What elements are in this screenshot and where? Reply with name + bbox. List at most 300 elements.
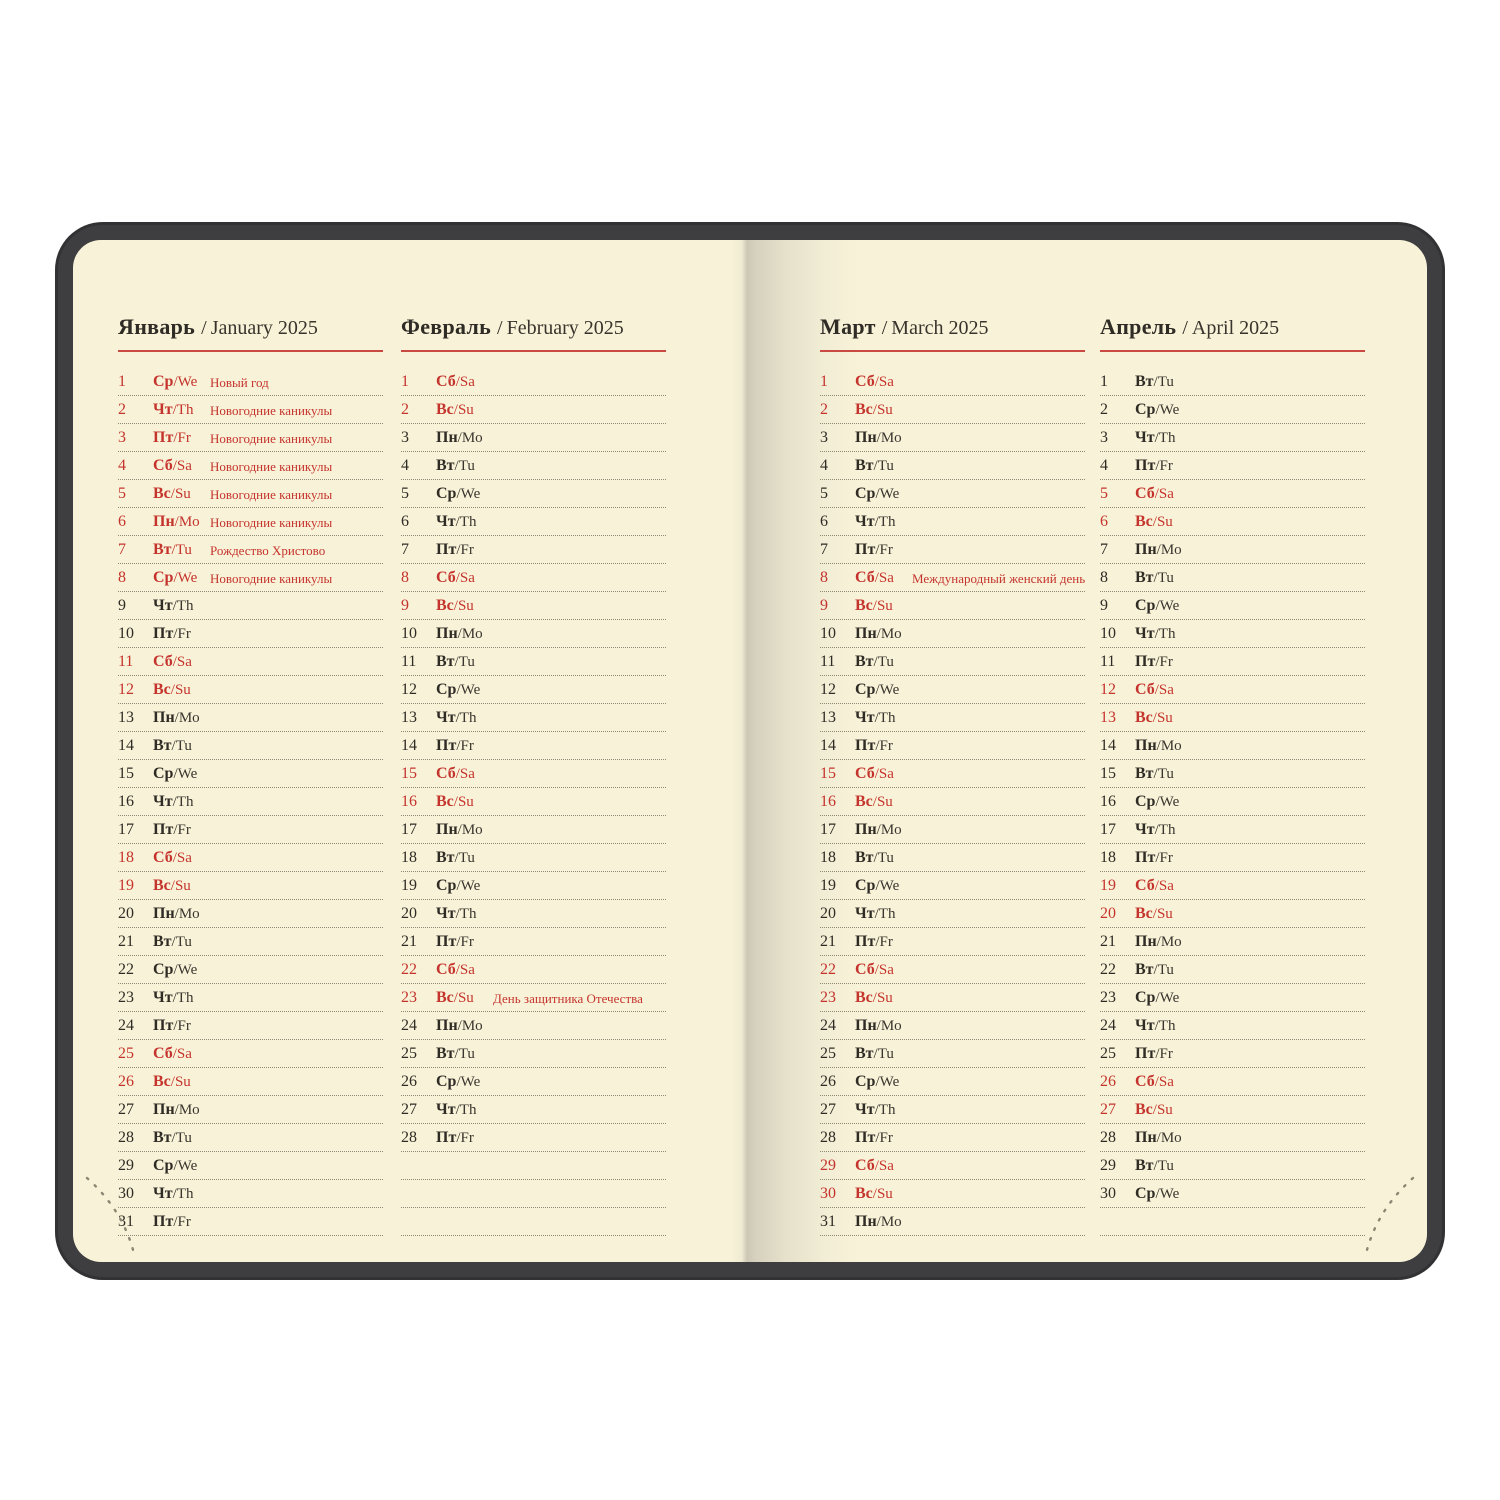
day-row: [820, 1124, 1085, 1152]
holiday-note: [1192, 1193, 1365, 1195]
day-row: [401, 844, 666, 872]
day-row: [118, 872, 383, 900]
day-row: [118, 732, 383, 760]
day-row: [820, 1068, 1085, 1096]
day-weekday: Сб/Sa: [153, 1045, 192, 1062]
planner-cover: [55, 222, 1445, 1280]
day-number: 29: [118, 1157, 134, 1174]
holiday-note: [912, 997, 1085, 999]
day-weekday: Ср/We: [855, 681, 900, 698]
day-row: [118, 900, 383, 928]
day-row: [401, 760, 666, 788]
day-number: 2: [118, 401, 126, 418]
day-weekday: Пт/Fr: [153, 1213, 191, 1230]
day-number: 13: [1100, 709, 1116, 726]
day-number: 23: [820, 989, 836, 1006]
day-weekday: Вс/Su: [436, 401, 474, 418]
day-row: [1100, 452, 1365, 480]
day-row: [401, 704, 666, 732]
day-weekday: Вт/Tu: [436, 653, 475, 670]
day-number: 20: [820, 905, 836, 922]
day-row: [820, 508, 1085, 536]
month-title-ru: Апрель: [1100, 314, 1177, 339]
day-number: 16: [820, 793, 836, 810]
holiday-note: [493, 1109, 666, 1111]
day-weekday: Ср/We: [436, 877, 481, 894]
day-weekday: Вс/Su: [436, 793, 474, 810]
day-row: [1100, 1012, 1365, 1040]
holiday-note: [493, 969, 666, 971]
holiday-note: [912, 913, 1085, 915]
day-weekday: Пн/Mo: [1135, 737, 1182, 754]
holiday-note: [912, 717, 1085, 719]
day-row: [820, 900, 1085, 928]
holiday-note: [493, 857, 666, 859]
day-row: [1100, 648, 1365, 676]
holiday-note: [1192, 801, 1365, 803]
day-number: 3: [1100, 429, 1108, 446]
holiday-note: [493, 801, 666, 803]
month-header: [118, 314, 383, 352]
day-number: 13: [820, 709, 836, 726]
day-number: 5: [820, 485, 828, 502]
day-row: [820, 480, 1085, 508]
day-number: 7: [401, 541, 409, 558]
day-weekday: Пн/Mo: [436, 1017, 483, 1034]
day-number: 24: [118, 1017, 134, 1034]
holiday-note: [912, 801, 1085, 803]
holiday-note: [1192, 661, 1365, 663]
day-number: 15: [118, 765, 134, 782]
day-weekday: Чт/Th: [1135, 429, 1176, 446]
day-number: 25: [820, 1045, 836, 1062]
holiday-note: [912, 941, 1085, 943]
day-number: 15: [1100, 765, 1116, 782]
day-weekday: Чт/Th: [153, 1185, 194, 1202]
day-row: [118, 844, 383, 872]
holiday-note: [1192, 997, 1365, 999]
holiday-note: [1192, 1053, 1365, 1055]
day-number: 18: [820, 849, 836, 866]
holiday-note: [912, 661, 1085, 663]
day-number: 20: [401, 905, 417, 922]
holiday-note: [210, 717, 383, 719]
day-number: 8: [1100, 569, 1108, 586]
holiday-note: [493, 745, 666, 747]
day-row: [118, 424, 383, 452]
day-row: [118, 1124, 383, 1152]
day-weekday: Сб/Sa: [436, 569, 475, 586]
day-weekday: Вс/Su: [855, 1185, 893, 1202]
day-row: [401, 536, 666, 564]
day-number: 26: [401, 1073, 417, 1090]
day-weekday: Вт/Tu: [855, 849, 894, 866]
day-row: [1100, 704, 1365, 732]
day-row: [1100, 956, 1365, 984]
day-number: 27: [820, 1101, 836, 1118]
holiday-note: [912, 493, 1085, 495]
day-weekday: Ср/We: [153, 569, 198, 586]
day-number: 18: [401, 849, 417, 866]
day-row: [1100, 844, 1365, 872]
holiday-note: [912, 689, 1085, 691]
holiday-note: [493, 381, 666, 383]
holiday-note: [1192, 885, 1365, 887]
day-weekday: Чт/Th: [153, 401, 194, 418]
day-weekday: Вс/Su: [855, 597, 893, 614]
day-number: 11: [401, 653, 417, 670]
day-weekday: Вт/Tu: [1135, 373, 1174, 390]
holiday-note: [210, 1165, 383, 1167]
holiday-note: [210, 745, 383, 747]
day-number: 8: [820, 569, 828, 586]
month-column-january: [118, 314, 383, 1236]
holiday-note: День защитника Отечества: [493, 990, 643, 1006]
holiday-note: [912, 1053, 1085, 1055]
holiday-note: [1192, 577, 1365, 579]
day-weekday: Чт/Th: [436, 513, 477, 530]
day-weekday: Вс/Su: [855, 989, 893, 1006]
day-row: [401, 732, 666, 760]
day-weekday: Чт/Th: [153, 989, 194, 1006]
day-row: [401, 872, 666, 900]
day-weekday: Вт/Tu: [855, 1045, 894, 1062]
day-row: [820, 872, 1085, 900]
day-weekday: Пн/Mo: [855, 429, 902, 446]
day-row: [401, 816, 666, 844]
day-number: 26: [1100, 1073, 1116, 1090]
day-row: [1100, 1096, 1365, 1124]
holiday-note: [210, 885, 383, 887]
day-weekday: Ср/We: [1135, 1185, 1180, 1202]
day-weekday: Вт/Tu: [1135, 765, 1174, 782]
day-weekday: Вс/Su: [1135, 905, 1173, 922]
day-weekday: Вт/Tu: [436, 457, 475, 474]
day-row: [1100, 760, 1365, 788]
day-row: [1100, 536, 1365, 564]
day-number: 1: [118, 373, 126, 390]
empty-row: [401, 1208, 666, 1236]
holiday-note: [493, 633, 666, 635]
holiday-note: [1192, 549, 1365, 551]
month-column-april: [1100, 314, 1365, 1236]
day-weekday: Вт/Tu: [153, 1129, 192, 1146]
holiday-note: Новогодние каникулы: [210, 486, 333, 502]
month-header: [1100, 314, 1365, 352]
day-number: 3: [820, 429, 828, 446]
day-weekday: Пн/Mo: [153, 513, 200, 530]
holiday-note: Международный женский день: [912, 570, 1085, 586]
day-row: [820, 984, 1085, 1012]
day-weekday: Сб/Sa: [855, 569, 894, 586]
day-row: [820, 928, 1085, 956]
day-row: [1100, 1180, 1365, 1208]
empty-row: [401, 1152, 666, 1180]
holiday-note: [210, 913, 383, 915]
day-weekday: Пт/Fr: [1135, 653, 1173, 670]
day-weekday: Вт/Tu: [855, 653, 894, 670]
day-row: [401, 452, 666, 480]
day-row: [118, 508, 383, 536]
day-row: [820, 592, 1085, 620]
day-row: [118, 1180, 383, 1208]
day-number: 6: [1100, 513, 1108, 530]
month-title-en: February 2025: [506, 317, 624, 339]
day-number: 12: [1100, 681, 1116, 698]
holiday-note: [493, 437, 666, 439]
day-number: 5: [118, 485, 126, 502]
holiday-note: Новый год: [210, 374, 269, 390]
holiday-note: [912, 437, 1085, 439]
holiday-note: [210, 1025, 383, 1027]
day-number: 9: [401, 597, 409, 614]
day-row: [118, 676, 383, 704]
day-row: [820, 844, 1085, 872]
open-pages-spread: [73, 240, 1427, 1262]
day-number: 25: [1100, 1045, 1116, 1062]
day-row: [401, 480, 666, 508]
day-weekday: Сб/Sa: [153, 653, 192, 670]
day-row: [1100, 1068, 1365, 1096]
day-number: 6: [401, 513, 409, 530]
day-row: [820, 1152, 1085, 1180]
day-row: [118, 1068, 383, 1096]
day-row: [118, 928, 383, 956]
day-number: 9: [1100, 597, 1108, 614]
month-column-february: [401, 314, 666, 1236]
day-number: 8: [118, 569, 126, 586]
day-number: 17: [1100, 821, 1116, 838]
day-weekday: Сб/Sa: [1135, 1073, 1174, 1090]
day-weekday: Сб/Sa: [855, 765, 894, 782]
day-weekday: Ср/We: [1135, 597, 1180, 614]
day-weekday: Вт/Tu: [1135, 961, 1174, 978]
day-row: [118, 1152, 383, 1180]
day-weekday: Пт/Fr: [855, 541, 893, 558]
holiday-note: [210, 829, 383, 831]
day-number: 5: [401, 485, 409, 502]
day-weekday: Чт/Th: [153, 793, 194, 810]
day-weekday: Вс/Su: [1135, 513, 1173, 530]
holiday-note: [912, 1025, 1085, 1027]
day-number: 30: [118, 1185, 134, 1202]
holiday-note: [1192, 605, 1365, 607]
day-row: [1100, 1124, 1365, 1152]
day-number: 25: [401, 1045, 417, 1062]
day-weekday: Чт/Th: [1135, 1017, 1176, 1034]
holiday-note: [1192, 1081, 1365, 1083]
day-weekday: Пт/Fr: [153, 429, 191, 446]
holiday-note: [1192, 829, 1365, 831]
day-weekday: Пт/Fr: [153, 625, 191, 642]
day-number: 3: [118, 429, 126, 446]
day-weekday: Ср/We: [855, 1073, 900, 1090]
day-number: 6: [118, 513, 126, 530]
holiday-note: [210, 1109, 383, 1111]
holiday-note: Новогодние каникулы: [210, 402, 333, 418]
holiday-note: [210, 633, 383, 635]
day-number: 13: [118, 709, 134, 726]
day-number: 22: [1100, 961, 1116, 978]
day-number: 3: [401, 429, 409, 446]
holiday-note: [912, 521, 1085, 523]
holiday-note: [493, 1025, 666, 1027]
day-number: 9: [118, 597, 126, 614]
day-number: 19: [1100, 877, 1116, 894]
day-row: [820, 536, 1085, 564]
day-weekday: Вс/Su: [1135, 709, 1173, 726]
day-number: 16: [118, 793, 134, 810]
day-row: [1100, 872, 1365, 900]
day-number: 14: [1100, 737, 1116, 754]
holiday-note: [912, 885, 1085, 887]
day-number: 11: [118, 653, 134, 670]
holiday-note: Новогодние каникулы: [210, 514, 333, 530]
month-day-list: [401, 368, 666, 1236]
day-row: [401, 676, 666, 704]
holiday-note: [1192, 493, 1365, 495]
day-row: [820, 452, 1085, 480]
day-number: 29: [820, 1157, 836, 1174]
holiday-note: [1192, 1025, 1365, 1027]
day-row: [820, 1180, 1085, 1208]
day-row: [118, 984, 383, 1012]
day-number: 28: [401, 1129, 417, 1146]
day-row: [1100, 564, 1365, 592]
holiday-note: [1192, 633, 1365, 635]
day-weekday: Пт/Fr: [855, 933, 893, 950]
holiday-note: [1192, 381, 1365, 383]
day-number: 10: [401, 625, 417, 642]
day-weekday: Сб/Sa: [1135, 877, 1174, 894]
holiday-note: [493, 717, 666, 719]
holiday-note: [493, 773, 666, 775]
day-row: [1100, 424, 1365, 452]
day-row: [118, 956, 383, 984]
day-weekday: Пн/Mo: [855, 625, 902, 642]
day-number: 30: [820, 1185, 836, 1202]
holiday-note: [912, 1221, 1085, 1223]
day-number: 28: [118, 1129, 134, 1146]
day-number: 18: [1100, 849, 1116, 866]
day-number: 16: [401, 793, 417, 810]
day-number: 26: [118, 1073, 134, 1090]
day-number: 13: [401, 709, 417, 726]
day-row: [820, 1040, 1085, 1068]
day-number: 30: [1100, 1185, 1116, 1202]
holiday-note: Новогодние каникулы: [210, 458, 333, 474]
day-row: [401, 1040, 666, 1068]
day-number: 21: [118, 933, 134, 950]
day-row: [820, 816, 1085, 844]
day-weekday: Сб/Sa: [855, 961, 894, 978]
day-weekday: Сб/Sa: [436, 961, 475, 978]
day-number: 20: [118, 905, 134, 922]
holiday-note: [210, 689, 383, 691]
day-weekday: Чт/Th: [436, 1101, 477, 1118]
day-row: [820, 396, 1085, 424]
day-weekday: Вс/Su: [153, 681, 191, 698]
day-row: [118, 816, 383, 844]
month-title-en: January 2025: [210, 317, 318, 339]
day-row: [401, 984, 666, 1012]
day-row: [401, 788, 666, 816]
day-number: 14: [401, 737, 417, 754]
day-weekday: Пн/Mo: [436, 625, 483, 642]
holiday-note: [912, 409, 1085, 411]
day-row: [118, 564, 383, 592]
day-weekday: Пн/Mo: [855, 821, 902, 838]
day-number: 31: [118, 1213, 134, 1230]
holiday-note: [912, 745, 1085, 747]
day-row: [820, 956, 1085, 984]
day-weekday: Чт/Th: [855, 905, 896, 922]
day-weekday: Пн/Mo: [153, 905, 200, 922]
day-number: 21: [820, 933, 836, 950]
day-weekday: Чт/Th: [436, 905, 477, 922]
holiday-note: [493, 465, 666, 467]
day-number: 31: [820, 1213, 836, 1230]
holiday-note: [210, 605, 383, 607]
holiday-note: [210, 1193, 383, 1195]
holiday-note: [210, 1053, 383, 1055]
day-number: 14: [118, 737, 134, 754]
holiday-note: [912, 633, 1085, 635]
day-weekday: Сб/Sa: [1135, 485, 1174, 502]
day-row: [1100, 396, 1365, 424]
holiday-note: [210, 773, 383, 775]
day-weekday: Пт/Fr: [855, 737, 893, 754]
holiday-note: [210, 661, 383, 663]
day-row: [118, 1012, 383, 1040]
holiday-note: [1192, 437, 1365, 439]
day-number: 15: [401, 765, 417, 782]
holiday-note: [493, 1053, 666, 1055]
day-row: [118, 1040, 383, 1068]
day-weekday: Вт/Tu: [1135, 569, 1174, 586]
holiday-note: [210, 969, 383, 971]
day-number: 22: [820, 961, 836, 978]
holiday-note: [1192, 521, 1365, 523]
day-number: 14: [820, 737, 836, 754]
day-number: 4: [820, 457, 828, 474]
day-number: 12: [820, 681, 836, 698]
day-row: [118, 788, 383, 816]
holiday-note: [912, 1109, 1085, 1111]
day-number: 25: [118, 1045, 134, 1062]
day-weekday: Чт/Th: [855, 513, 896, 530]
day-weekday: Ср/We: [153, 765, 198, 782]
holiday-note: [912, 605, 1085, 607]
day-number: 18: [118, 849, 134, 866]
holiday-note: [1192, 717, 1365, 719]
day-row: [401, 648, 666, 676]
holiday-note: [1192, 857, 1365, 859]
day-row: [1100, 928, 1365, 956]
day-row: [118, 480, 383, 508]
empty-row: [1100, 1208, 1365, 1236]
day-row: [820, 788, 1085, 816]
day-weekday: Пт/Fr: [153, 1017, 191, 1034]
holiday-note: [1192, 689, 1365, 691]
day-weekday: Пт/Fr: [1135, 849, 1173, 866]
day-weekday: Пт/Fr: [436, 541, 474, 558]
month-column-march: [820, 314, 1085, 1236]
day-weekday: Пн/Mo: [436, 821, 483, 838]
holiday-note: [493, 577, 666, 579]
day-number: 2: [1100, 401, 1108, 418]
holiday-note: [493, 885, 666, 887]
